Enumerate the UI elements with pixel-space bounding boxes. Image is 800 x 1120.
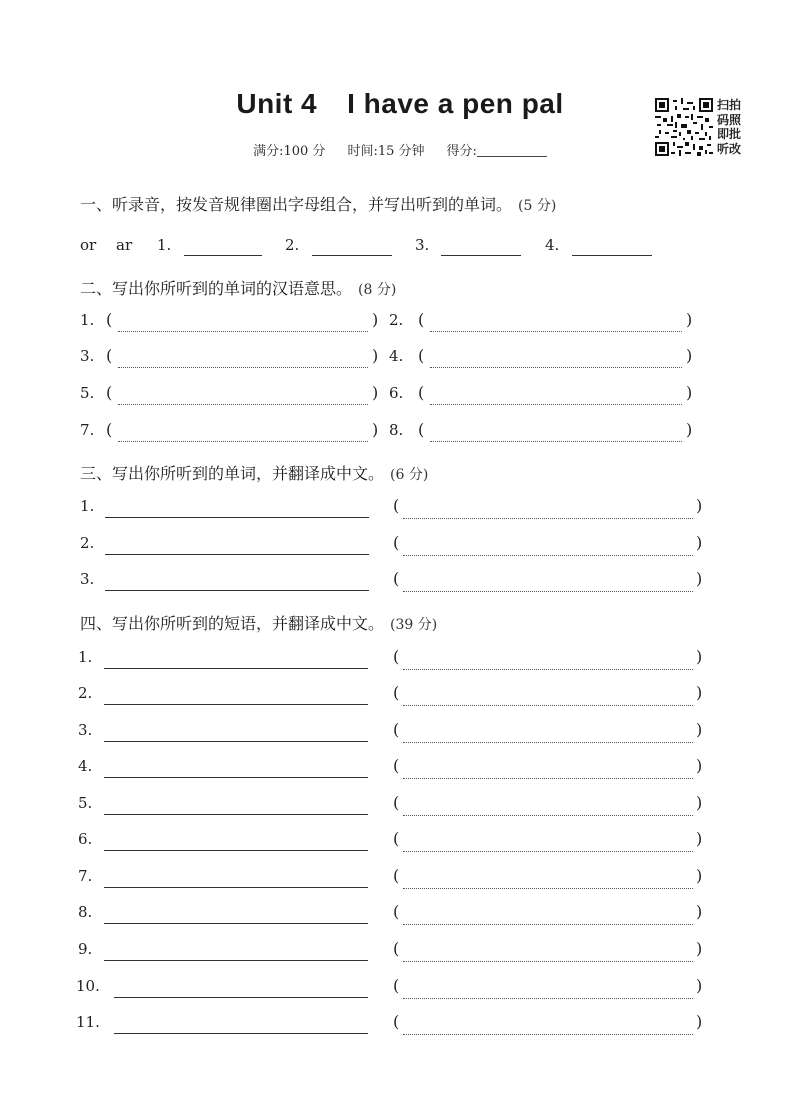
section-4-points: (39 分) (390, 617, 438, 633)
close-paren: ) (696, 720, 703, 739)
close-paren: ) (696, 756, 703, 775)
phrase-blank[interactable] (114, 997, 368, 998)
letter-combo-ar[interactable]: ar (116, 236, 133, 254)
unit-topic: I have a pen pal (347, 88, 564, 119)
item-number: 1. (80, 311, 95, 329)
open-paren: ( (393, 1012, 400, 1031)
close-paren: ) (372, 346, 379, 365)
time-limit: 时间:15 分钟 (347, 144, 425, 159)
close-paren: ) (696, 1012, 703, 1031)
item-number: 6. (389, 384, 404, 402)
translation-blank[interactable] (403, 888, 693, 889)
phrase-blank[interactable] (104, 814, 368, 815)
open-paren: ( (393, 976, 400, 995)
answer-blank[interactable] (184, 255, 262, 256)
item-number: 2. (285, 236, 300, 254)
phrase-blank[interactable] (104, 777, 368, 778)
answer-blank[interactable] (430, 331, 682, 332)
section-2-points: (8 分) (358, 282, 397, 298)
phrase-blank[interactable] (104, 741, 368, 742)
section-4-heading (80, 611, 437, 634)
translation-blank[interactable] (403, 669, 693, 670)
translation-blank[interactable] (403, 998, 693, 999)
phrase-blank[interactable] (104, 850, 368, 851)
item-number: 4. (389, 347, 404, 365)
close-paren: ) (696, 683, 703, 702)
close-paren: ) (696, 939, 703, 958)
item-number: 1. (157, 236, 172, 254)
translation-blank[interactable] (403, 778, 693, 779)
full-marks: 满分:100 分 (253, 144, 326, 159)
open-paren: ( (393, 683, 400, 702)
section-2-title: 二、写出你所听到的单词的汉语意思。 (80, 279, 353, 298)
close-paren: ) (686, 383, 693, 402)
phrase-blank[interactable] (104, 923, 368, 924)
scan-text-line: 听改 (717, 141, 742, 156)
translation-blank[interactable] (403, 555, 693, 556)
open-paren: ( (393, 720, 400, 739)
item-number: 4. (78, 757, 93, 775)
close-paren: ) (696, 533, 703, 552)
section-3-title: 三、写出你所听到的单词，并翻译成中文。 (80, 464, 385, 483)
item-number: 5. (78, 794, 93, 812)
scan-text-line: 即批 (717, 127, 742, 141)
qr-code-icon[interactable] (655, 98, 713, 156)
close-paren: ) (696, 902, 703, 921)
item-number: 3. (80, 570, 95, 588)
word-blank[interactable] (105, 590, 369, 591)
open-paren: ( (393, 939, 400, 958)
translation-blank[interactable] (403, 1034, 693, 1035)
item-number: 11. (76, 1013, 100, 1031)
open-paren: ( (106, 310, 113, 329)
section-2-heading (80, 276, 396, 299)
close-paren: ) (696, 829, 703, 848)
item-number: 4. (545, 236, 560, 254)
open-paren: ( (393, 569, 400, 588)
answer-blank[interactable] (430, 404, 682, 405)
phrase-blank[interactable] (104, 960, 368, 961)
section-1-title: 一、听录音，按发音规律圈出字母组合，并写出听到的单词。 (80, 195, 513, 214)
close-paren: ) (696, 793, 703, 812)
item-number: 3. (78, 721, 93, 739)
open-paren: ( (393, 533, 400, 552)
item-number: 10. (76, 977, 100, 995)
item-number: 8. (389, 421, 404, 439)
open-paren: ( (418, 346, 425, 365)
item-number: 3. (415, 236, 430, 254)
open-paren: ( (106, 420, 113, 439)
close-paren: ) (372, 383, 379, 402)
item-number: 1. (78, 648, 93, 666)
section-1-points: (5 分) (518, 198, 557, 214)
close-paren: ) (372, 310, 379, 329)
item-number: 1. (80, 497, 95, 515)
phrase-blank[interactable] (104, 704, 368, 705)
section-3-points: (6 分) (390, 467, 429, 483)
translation-blank[interactable] (403, 591, 693, 592)
answer-blank[interactable] (118, 331, 368, 332)
open-paren: ( (393, 647, 400, 666)
close-paren: ) (696, 866, 703, 885)
letter-combo-or[interactable]: or (80, 236, 97, 254)
open-paren: ( (393, 756, 400, 775)
phrase-blank[interactable] (104, 668, 368, 669)
translation-blank[interactable] (403, 961, 693, 962)
word-blank[interactable] (105, 554, 369, 555)
close-paren: ) (686, 346, 693, 365)
answer-blank[interactable] (430, 441, 682, 442)
open-paren: ( (393, 829, 400, 848)
open-paren: ( (393, 866, 400, 885)
item-number: 9. (78, 940, 93, 958)
item-number: 7. (80, 421, 95, 439)
open-paren: ( (418, 383, 425, 402)
answer-blank[interactable] (118, 367, 368, 368)
scan-text-line: 码照 (717, 112, 742, 127)
open-paren: ( (106, 383, 113, 402)
item-number: 7. (78, 867, 93, 885)
unit-label: Unit 4 (236, 88, 318, 119)
open-paren: ( (418, 420, 425, 439)
item-number: 2. (389, 311, 404, 329)
item-number: 5. (80, 384, 95, 402)
phrase-blank[interactable] (104, 887, 368, 888)
item-number: 6. (78, 830, 93, 848)
answer-blank[interactable] (312, 255, 392, 256)
open-paren: ( (418, 310, 425, 329)
answer-blank[interactable] (430, 367, 682, 368)
score-label: 得分: (446, 144, 477, 159)
translation-blank[interactable] (403, 742, 693, 743)
close-paren: ) (696, 976, 703, 995)
open-paren: ( (106, 346, 113, 365)
close-paren: ) (696, 496, 703, 515)
section-1-heading (80, 192, 556, 215)
word-blank[interactable] (105, 517, 369, 518)
close-paren: ) (686, 310, 693, 329)
item-number: 3. (80, 347, 95, 365)
item-number: 8. (78, 903, 93, 921)
scan-text-line: 扫拍 (717, 98, 742, 112)
translation-blank[interactable] (403, 705, 693, 706)
open-paren: ( (393, 902, 400, 921)
answer-blank[interactable] (118, 441, 368, 442)
item-number: 2. (80, 534, 95, 552)
close-paren: ) (372, 420, 379, 439)
item-number: 2. (78, 684, 93, 702)
translation-blank[interactable] (403, 924, 693, 925)
score-field[interactable] (477, 143, 547, 157)
translation-blank[interactable] (403, 815, 693, 816)
close-paren: ) (696, 647, 703, 666)
section-4-title: 四、写出你所听到的短语，并翻译成中文。 (80, 614, 385, 633)
translation-blank[interactable] (403, 851, 693, 852)
scan-instructions (717, 98, 757, 156)
open-paren: ( (393, 793, 400, 812)
close-paren: ) (696, 569, 703, 588)
translation-blank[interactable] (403, 518, 693, 519)
open-paren: ( (393, 496, 400, 515)
answer-blank[interactable] (572, 255, 652, 256)
section-3-heading (80, 461, 428, 484)
answer-blank[interactable] (118, 404, 368, 405)
phrase-blank[interactable] (114, 1033, 368, 1034)
close-paren: ) (686, 420, 693, 439)
answer-blank[interactable] (441, 255, 521, 256)
